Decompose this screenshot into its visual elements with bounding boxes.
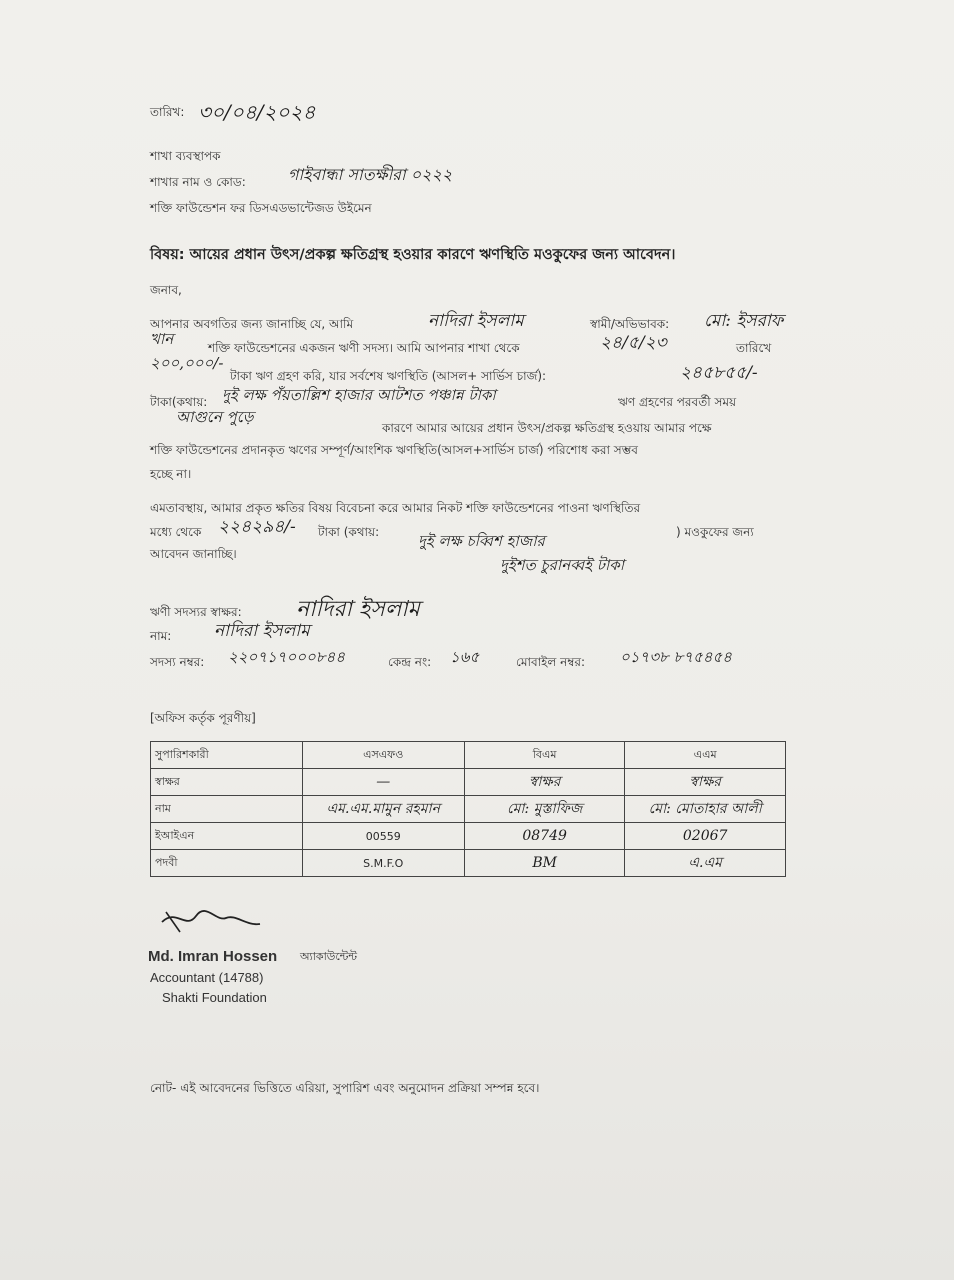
table-cell: এএম	[625, 742, 786, 769]
member-name-label: নাম:	[150, 629, 172, 643]
member-signature-label: ঋণী সদস্যর স্বাক্ষর:	[150, 605, 242, 619]
date-value: ৩০/০৪/২০২৪	[198, 100, 316, 124]
reason: আগুনে পুড়ে	[176, 408, 254, 426]
header-line1: শাখা ব্যবস্থাপক	[150, 149, 221, 163]
p1-line3-a: টাকা ঋণ গ্রহণ করি, যার সর্বশেষ ঋণস্থিতি (আসল+ সার্ভিস চার্জ):	[230, 369, 547, 383]
stamp-org: Shakti Foundation	[162, 990, 267, 1005]
balance-words: দুই লক্ষ পঁয়তাল্লিশ হাজার আটশত পঞ্চান্ন টাকা	[222, 386, 496, 404]
subject: বিষয়: আয়ের প্রধান উৎস/প্রকল্প ক্ষতিগ্রস্থ হওয়ার কারণে ঋণস্থিতি মওকুফের জন্য আবেদন।	[150, 247, 676, 263]
table-cell: এ.এম	[625, 850, 786, 877]
table-row	[151, 823, 786, 850]
waiver-words-1: দুই লক্ষ চব্বিশ হাজার	[418, 532, 545, 550]
p1-line1-b: স্বামী/অভিভাবক:	[590, 317, 670, 331]
guardian-name: মো: ইসরাফ	[704, 311, 784, 331]
center-no: ১৬৫	[450, 648, 480, 666]
member-no-label: সদস্য নম্বর:	[150, 655, 205, 669]
table-cell: নাম	[151, 796, 303, 823]
p2-line2-a: মধ্যে থেকে	[150, 525, 202, 539]
table-cell: এম.এম.মামুন রহমান	[302, 796, 464, 823]
stamp-name-bn: অ্যাকাউন্টেন্ট	[300, 950, 358, 963]
p1-line7: হচ্ছে না।	[150, 467, 192, 481]
p2-line1: এমতাবস্থায়, আমার প্রকৃত ক্ষতির বিষয় বিবেচনা করে আমার নিকট শক্তি ফাউন্ডেশনের পাওনা ঋণস্থিতির	[150, 501, 641, 515]
stamp-name: Md. Imran Hossen	[148, 948, 278, 965]
table-row	[151, 742, 786, 769]
p2-line3: আবেদন জানাচ্ছি।	[150, 547, 237, 561]
footer-note: নোট- এই আবেদনের ভিত্তিতে এরিয়া, সুপারিশ এবং অনুমোদন প্রক্রিয়া সম্পন্ন হবে।	[150, 1081, 540, 1095]
p1-line4-b: ঋণ গ্রহণের পরবর্তী সময়	[618, 395, 737, 409]
table-row	[151, 796, 786, 823]
mobile-no: ০১৭৩৮ ৮৭৫৪৫৪	[620, 648, 732, 666]
mobile-label: মোবাইল নম্বর:	[516, 655, 586, 669]
table-cell: 02067	[625, 823, 786, 850]
member-signature: নাদিরা ইসলাম	[296, 597, 420, 622]
p1-line2-b: তারিখে	[736, 341, 772, 355]
table-cell: 00559	[302, 823, 464, 850]
table-cell: স্বাক্ষর	[151, 769, 303, 796]
table-cell: সুপারিশকারী	[151, 742, 303, 769]
table-cell: মো: মোতাহার আলী	[625, 796, 786, 823]
p1-line5-a: কারণে আমার আয়ের প্রধান উৎস/প্রকল্প ক্ষতিগ্রস্থ হওয়ায় আমার পক্ষে	[382, 421, 712, 435]
accountant-signature	[156, 902, 266, 936]
loan-amount: ২০০,০০০/-	[150, 354, 224, 372]
member-no: ২২০৭১৭০০০৮৪৪	[228, 648, 345, 666]
table-cell: —	[302, 769, 464, 796]
branch-label: শাখার নাম ও কোড:	[150, 175, 246, 189]
table-row	[151, 769, 786, 796]
header-line3: শক্তি ফাউন্ডেশন ফর ডিসএডভান্টেজড উইমেন	[150, 201, 372, 215]
loan-date: ২৪/৫/২৩	[600, 333, 667, 353]
p1-line6: শক্তি ফাউন্ডেশনের প্রদানকৃত ঋণের সম্পূর্ণ/আংশিক ঋণস্থিতি(আসল+সার্ভিস চার্জ) পরিশোধ করা সম্ভব	[150, 443, 638, 457]
table-cell: 08749	[464, 823, 624, 850]
waiver-amount: ২২৪২৯৪/-	[218, 517, 296, 537]
waiver-words-2: দুইশত চুরানব্বই টাকা	[500, 556, 625, 574]
p2-line2-c: ) মওকুফের জন্য	[676, 525, 754, 539]
p1-line4-a: টাকা(কথায়:	[150, 395, 208, 409]
p2-line2-b: টাকা (কথায়:	[318, 525, 380, 539]
table-cell: বিএম	[464, 742, 624, 769]
balance: ২৪৫৮৫৫/-	[680, 363, 758, 383]
member-name: নাদিরা ইসলাম	[214, 621, 310, 641]
table-cell: পদবী	[151, 850, 303, 877]
table-cell: ইআইএন	[151, 823, 303, 850]
guardian-name-cont: খান	[150, 330, 174, 348]
borrower-name: নাদিরা ইসলাম	[428, 311, 524, 331]
salutation: জনাব,	[150, 283, 182, 297]
table-row	[151, 850, 786, 877]
stamp-title: Accountant (14788)	[150, 970, 264, 985]
p1-line1-a: আপনার অবগতির জন্য জানাচ্ছি যে, আমি	[150, 317, 354, 331]
date-label: তারিখ:	[150, 105, 185, 119]
p1-line2-a: শক্তি ফাউন্ডেশনের একজন ঋণী সদস্য। আমি আপনার শাখা থেকে	[208, 341, 520, 355]
table-cell: এসএফও	[302, 742, 464, 769]
approval-table	[150, 741, 786, 877]
table-cell: BM	[464, 850, 624, 877]
table-cell: স্বাক্ষর	[625, 769, 786, 796]
office-use-label: [অফিস কর্তৃক পূরণীয়]	[150, 711, 256, 725]
center-label: কেন্দ্র নং:	[388, 655, 432, 669]
table-cell: মো: মুস্তাফিজ	[464, 796, 624, 823]
branch-value: গাইবান্ধা সাতক্ষীরা ০২২২	[288, 165, 453, 184]
table-cell: S.M.F.O	[302, 850, 464, 877]
table-cell: স্বাক্ষর	[464, 769, 624, 796]
